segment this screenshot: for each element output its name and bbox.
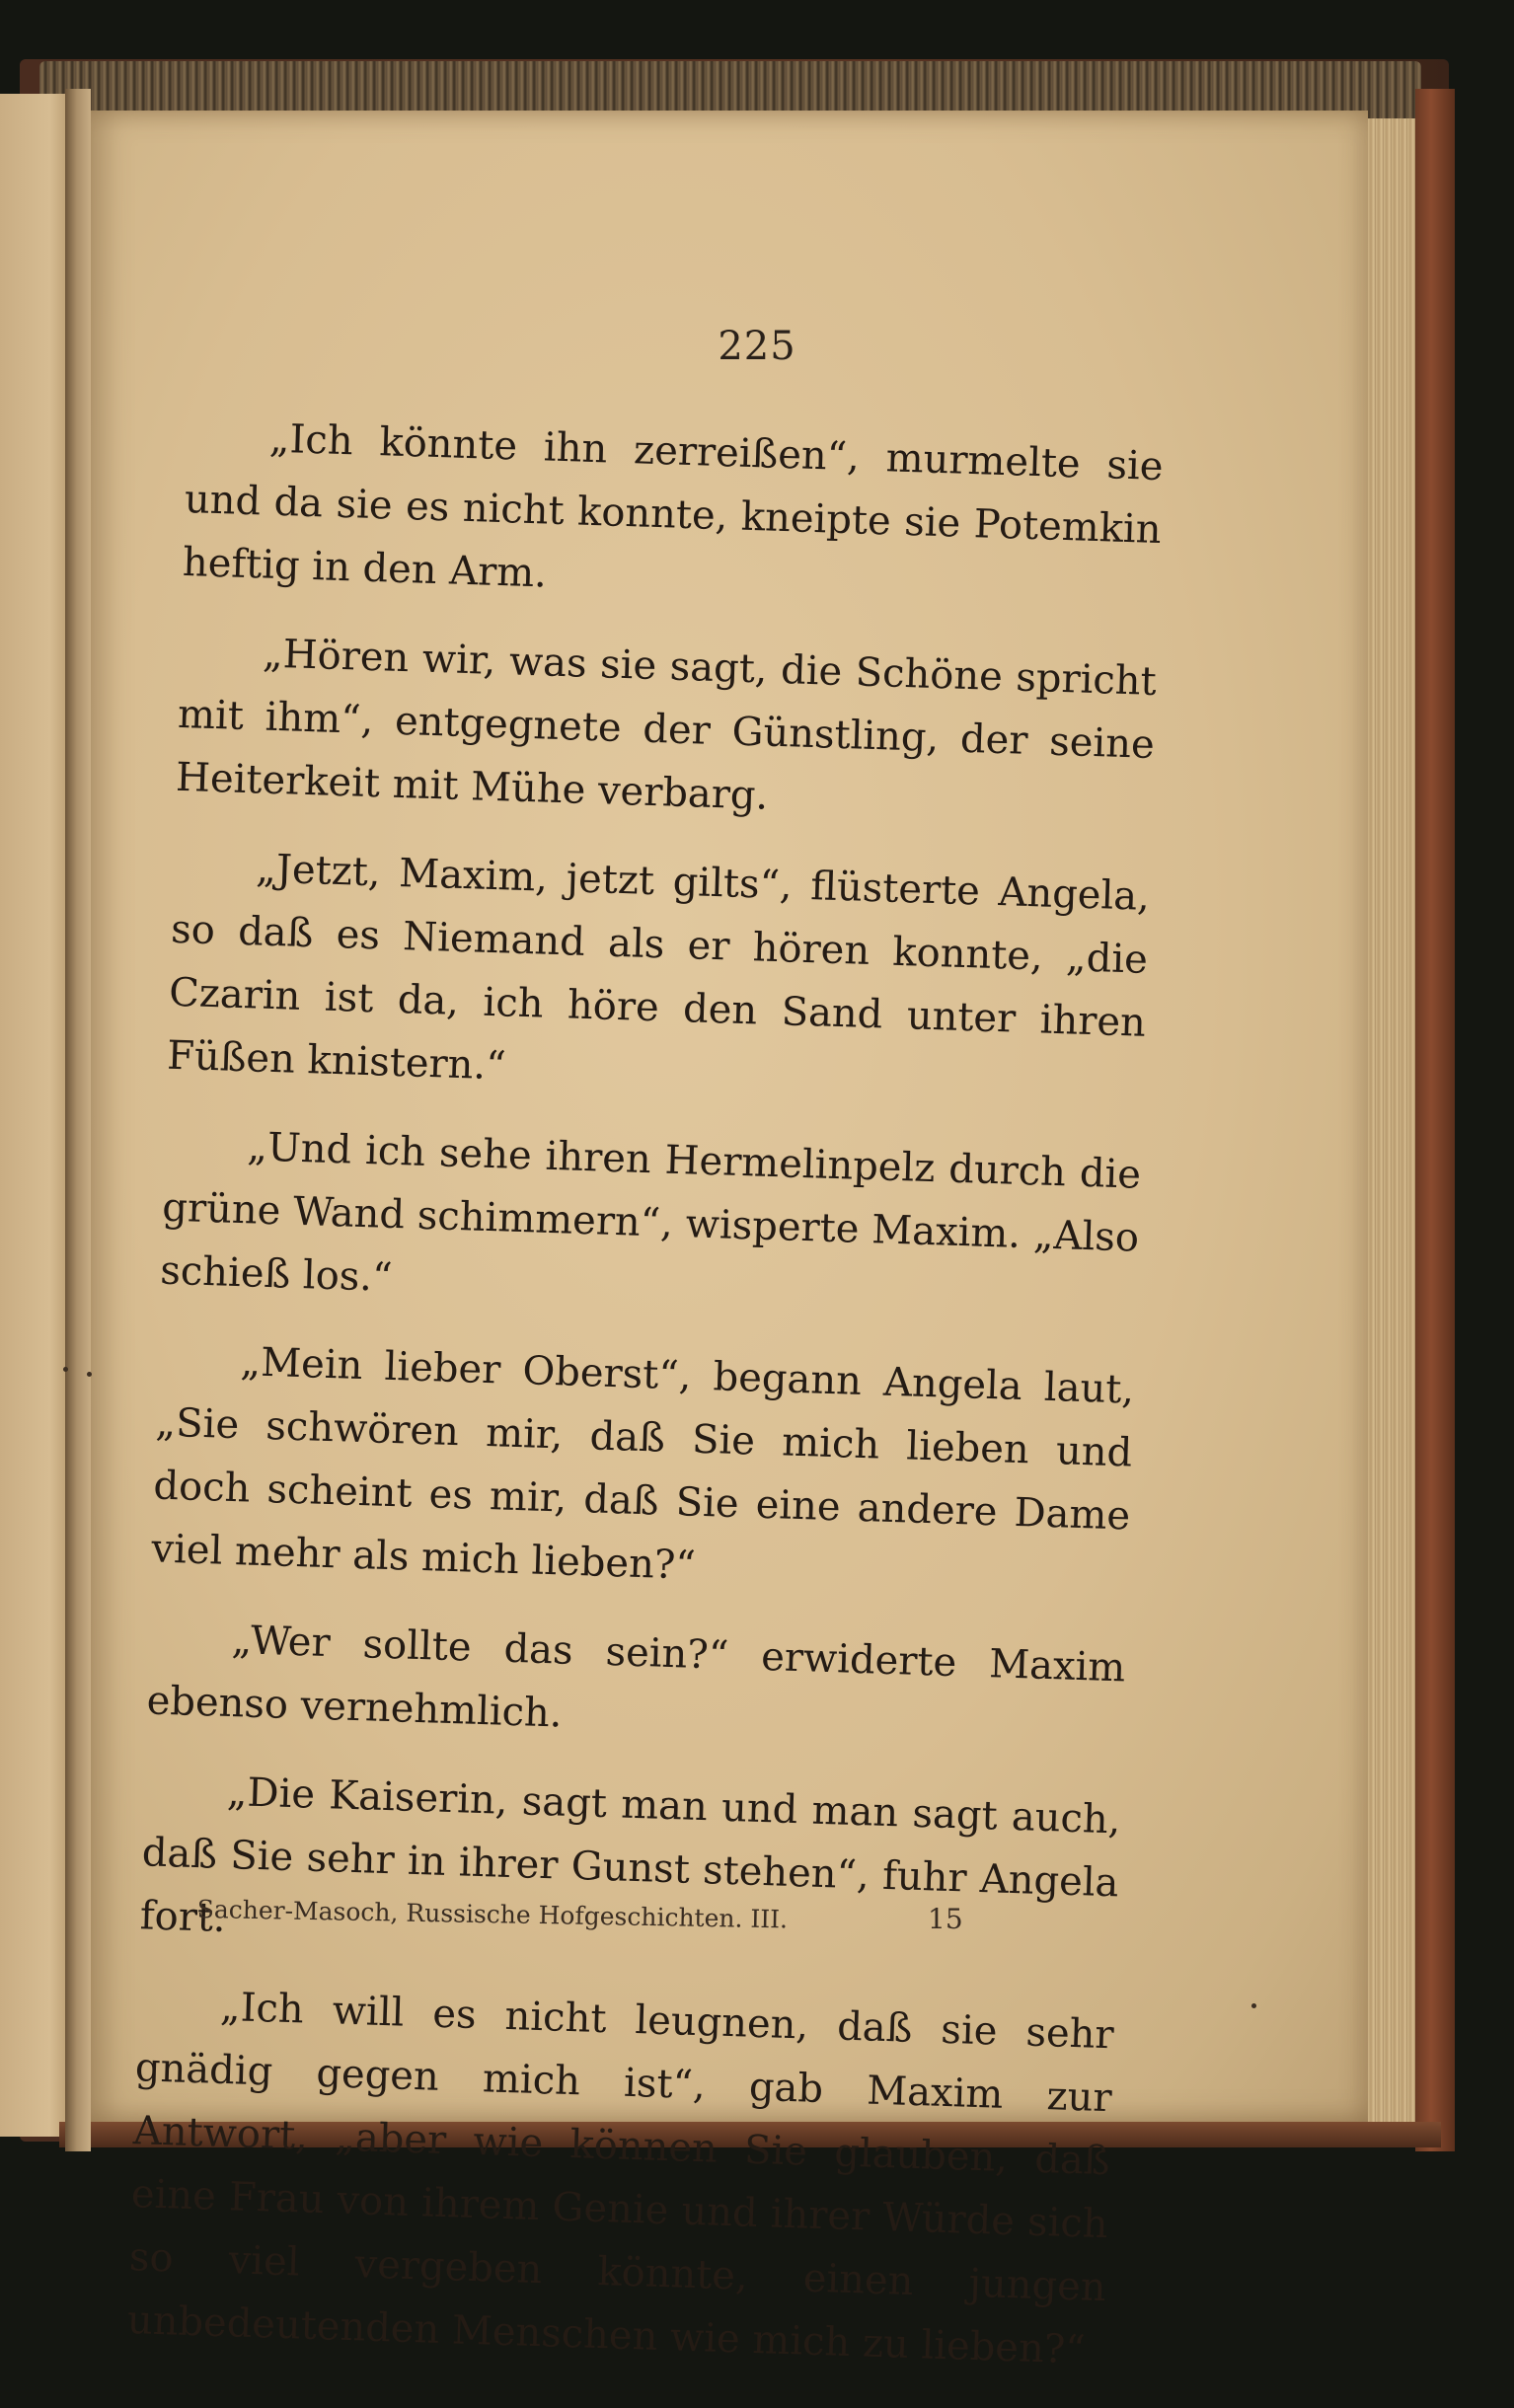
paragraph: „Ich will es nicht leugnen, daß sie sehr gnädig gegen mich ist“, gab Maxim zur Antwort, „aber wie können Sie glauben, daß eine Frau von ihrem Genie und ihrer Würde sich so viel vergeben könnte, einen jungen unbedeutenden Menschen wie mich zu lieben?“ (126, 1984, 1115, 2373)
page-number: 225 (718, 324, 796, 369)
paragraph: „Jetzt, Maxim, jetzt gilts“, flüsterte Angela, so daß es Niemand als er hören konnte, „die Czarin ist da, ich höre den Sand unter ihren Füßen knistern.“ (166, 846, 1151, 1090)
paragraph: „Und ich sehe ihren Hermelinpelz durch die grüne Wand schimmern“, wisperte Maxim. „Also schieß los.“ (159, 1124, 1142, 1301)
page-footer-imprint: Sacher-Masoch, Russische Hofgeschichten. III. (196, 1895, 789, 1934)
paragraph: „Hören wir, was sie sagt, die Schöne spricht mit ihm“, entgegnete der Günstling, der seine Heiterkeit mit Mühe verbarg. (175, 631, 1158, 819)
left-page-edge (0, 94, 71, 2137)
ink-speck (63, 1367, 68, 1372)
sheet-signature: 15 (928, 1903, 963, 1935)
paragraph: „Wer sollte das sein?“ erwiderte Maxim ebenso vernehmlich. (146, 1618, 1126, 1737)
paragraph: „Die Kaiserin, sagt man und man sagt auch, daß Sie sehr in ihrer Gunst stehen“, fuhr Angela fort. (139, 1768, 1122, 1941)
paragraph: „Mein lieber Oberst“, begann Angela laut, „Sie schwören mir, daß Sie mich lieben und doch scheint es mir, daß Sie eine andere Dame viel mehr als mich lieben?“ (150, 1339, 1135, 1589)
page-stack-side-edge (1368, 118, 1415, 2122)
cover-edge-right (1415, 89, 1455, 2151)
body-text (125, 405, 1164, 2408)
book-gutter (65, 89, 91, 2151)
ink-speck (87, 1372, 92, 1377)
paragraph: „Ich könnte ihn zerreißen“, murmelte sie und da sie es nicht konnte, kneipte sie Potemkin heftig in den Arm. (182, 415, 1165, 597)
ink-speck (1251, 2003, 1256, 2008)
